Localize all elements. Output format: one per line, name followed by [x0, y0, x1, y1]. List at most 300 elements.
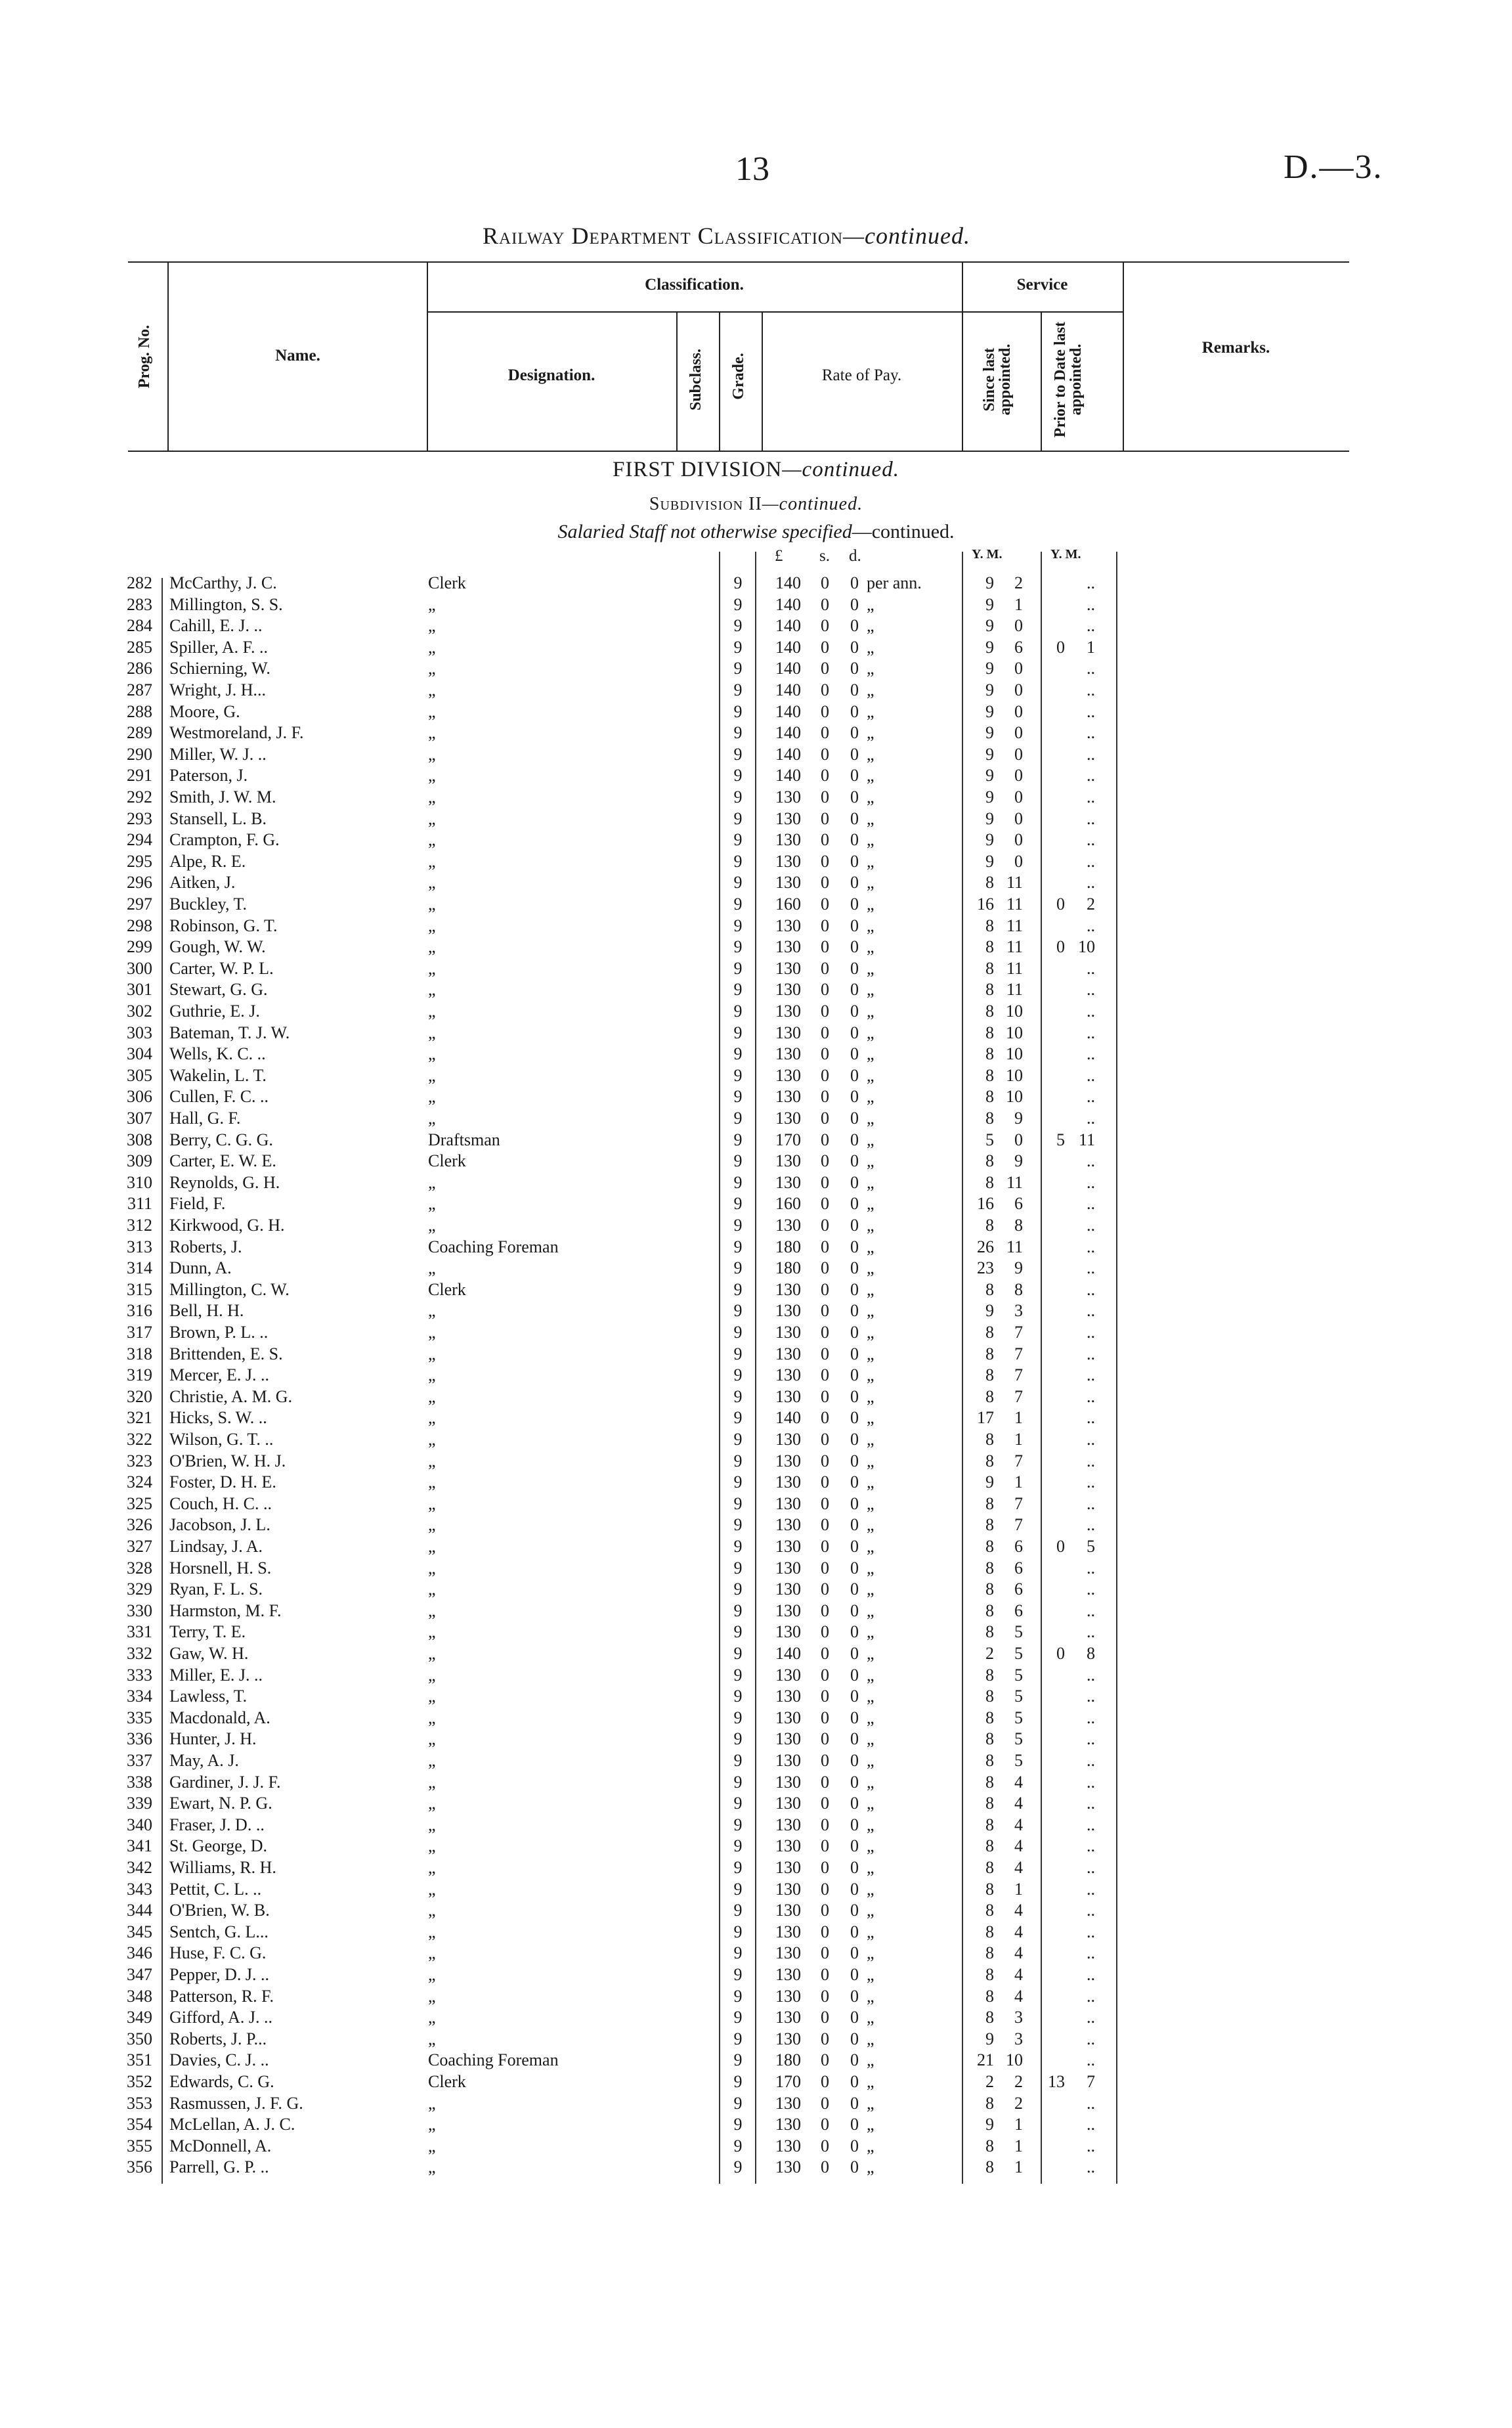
- since-months: 2: [1014, 573, 1023, 592]
- employee-name: Cullen, F. C. ..: [169, 1087, 269, 1107]
- pay-period: „: [867, 723, 875, 743]
- since-months: 6: [1014, 1600, 1023, 1620]
- staff-text: Salaried Staff not otherwise specified: [557, 521, 852, 542]
- since-months: 0: [1014, 680, 1023, 699]
- since-months: 4: [1014, 1836, 1023, 1856]
- since-months: 8: [1014, 1216, 1023, 1235]
- table-row: [0, 1023, 1512, 1044]
- prog-no: 298: [127, 916, 152, 935]
- since-years: 8: [985, 1708, 994, 1727]
- unit-prior-ym: Y. M.: [1050, 547, 1081, 562]
- employee-name: McCarthy, J. C.: [169, 573, 277, 592]
- since-months: 4: [1014, 1922, 1023, 1941]
- table-row: [0, 1215, 1512, 1237]
- pay-period: „: [867, 1815, 875, 1834]
- designation: „: [428, 916, 436, 935]
- grade: 9: [733, 637, 743, 657]
- prog-no: 304: [127, 1044, 152, 1064]
- employee-name: May, A. J.: [169, 1751, 239, 1770]
- prog-no: 287: [127, 680, 152, 699]
- employee-name: Field, F.: [169, 1194, 226, 1214]
- employee-name: O'Brien, W. B.: [169, 1901, 270, 1920]
- prog-no: 305: [127, 1065, 152, 1085]
- pay-period: „: [867, 851, 875, 871]
- prior-months: ..: [1087, 916, 1095, 935]
- since-months: 5: [1014, 1644, 1023, 1663]
- since-years: 2: [985, 1644, 994, 1663]
- grade: 9: [733, 1430, 743, 1449]
- employee-name: Huse, F. C. G.: [169, 1943, 267, 1963]
- employee-name: Cahill, E. J. ..: [169, 616, 263, 636]
- pay-shillings: 0: [821, 766, 829, 785]
- pay-period: „: [867, 2029, 875, 2048]
- since-months: 6: [1014, 637, 1023, 657]
- pay-shillings: 0: [821, 1130, 829, 1149]
- pay-pence: 0: [850, 1708, 859, 1727]
- pay-pounds: 130: [775, 1151, 801, 1171]
- pay-pence: 0: [850, 1622, 859, 1642]
- prior-months: ..: [1087, 1002, 1095, 1021]
- table-row: [0, 1065, 1512, 1087]
- prog-no: 341: [127, 1836, 152, 1856]
- prog-no: 354: [127, 2115, 152, 2134]
- pay-shillings: 0: [821, 659, 829, 678]
- pay-pounds: 130: [775, 1172, 801, 1192]
- prior-months: ..: [1087, 1430, 1095, 1449]
- pay-shillings: 0: [821, 594, 829, 614]
- since-years: 8: [985, 1879, 994, 1899]
- pay-pence: 0: [850, 958, 859, 978]
- employee-name: Gifford, A. J. ..: [169, 2008, 272, 2027]
- table-row: [0, 829, 1512, 851]
- table-row: [0, 1986, 1512, 2008]
- prog-no: 303: [127, 1023, 152, 1042]
- since-years: 9: [985, 1472, 994, 1492]
- table-row: [0, 1258, 1512, 1279]
- designation: „: [428, 1172, 436, 1192]
- prior-months: ..: [1087, 2115, 1095, 2134]
- pay-pence: 0: [850, 2115, 859, 2134]
- pay-pence: 0: [850, 1194, 859, 1214]
- pay-pounds: 130: [775, 851, 801, 871]
- employee-name: Fraser, J. D. ..: [169, 1815, 265, 1834]
- pay-pounds: 130: [775, 1365, 801, 1385]
- since-months: 5: [1014, 1665, 1023, 1685]
- pay-period: „: [867, 2072, 875, 2091]
- table-row: [0, 2114, 1512, 2136]
- table-row: [0, 1514, 1512, 1536]
- employee-name: Spiller, A. F. ..: [169, 637, 269, 657]
- pay-shillings: 0: [821, 1922, 829, 1941]
- pay-period: „: [867, 1836, 875, 1856]
- prog-no: 315: [127, 1279, 152, 1299]
- pay-pounds: 170: [775, 1130, 801, 1149]
- since-years: 8: [985, 958, 994, 978]
- employee-name: Gaw, W. H.: [169, 1644, 249, 1663]
- since-months: 1: [1014, 2115, 1023, 2134]
- employee-name: Roberts, J. P...: [169, 2029, 267, 2048]
- pay-shillings: 0: [821, 1002, 829, 1021]
- pay-pence: 0: [850, 1537, 859, 1556]
- grade: 9: [733, 680, 743, 699]
- prior-months: ..: [1087, 1151, 1095, 1171]
- pay-shillings: 0: [821, 2136, 829, 2155]
- pay-pence: 0: [850, 1879, 859, 1899]
- designation: „: [428, 1216, 436, 1235]
- pay-shillings: 0: [821, 1879, 829, 1899]
- prog-no: 300: [127, 958, 152, 978]
- prog-no: 316: [127, 1301, 152, 1321]
- since-years: 8: [985, 2136, 994, 2155]
- pay-pounds: 130: [775, 1087, 801, 1107]
- table-row: [0, 1429, 1512, 1451]
- pay-pence: 0: [850, 1687, 859, 1706]
- employee-name: Buckley, T.: [169, 894, 247, 914]
- prior-months: 10: [1078, 937, 1095, 957]
- pay-shillings: 0: [821, 916, 829, 935]
- designation: „: [428, 1537, 436, 1556]
- pay-pence: 0: [850, 1922, 859, 1941]
- prior-months: ..: [1087, 1772, 1095, 1792]
- prog-no: 293: [127, 808, 152, 828]
- since-months: 5: [1014, 1751, 1023, 1770]
- pay-shillings: 0: [821, 2093, 829, 2113]
- pay-period: „: [867, 1216, 875, 1235]
- designation: „: [428, 744, 436, 764]
- designation: „: [428, 808, 436, 828]
- table-row: [0, 1193, 1512, 1215]
- since-years: 9: [985, 573, 994, 592]
- pay-period: „: [867, 2093, 875, 2113]
- prog-no: 285: [127, 637, 152, 657]
- pay-period: „: [867, 1794, 875, 1813]
- pay-period: „: [867, 980, 875, 1000]
- pay-period: „: [867, 1279, 875, 1299]
- division-suffix: —continued.: [782, 458, 899, 481]
- pay-period: „: [867, 659, 875, 678]
- prior-months: ..: [1087, 1386, 1095, 1406]
- designation: „: [428, 701, 436, 721]
- pay-pounds: 130: [775, 2136, 801, 2155]
- since-years: 8: [985, 1002, 994, 1021]
- designation: Coaching Foreman: [428, 2050, 559, 2070]
- since-months: 4: [1014, 1815, 1023, 1834]
- table-row: [0, 1857, 1512, 1879]
- pay-pounds: 170: [775, 2072, 801, 2091]
- employee-name: Wilson, G. T. ..: [169, 1430, 274, 1449]
- prior-months: ..: [1087, 851, 1095, 871]
- prog-no: 296: [127, 873, 152, 893]
- prog-no: 321: [127, 1408, 152, 1428]
- grade: 9: [733, 1194, 743, 1214]
- since-years: 8: [985, 1023, 994, 1042]
- grade: 9: [733, 830, 743, 850]
- pay-pence: 0: [850, 1430, 859, 1449]
- prior-months: ..: [1087, 1344, 1095, 1363]
- header-rate-of-pay: Rate of Pay.: [821, 366, 902, 384]
- since-years: 21: [977, 2050, 994, 2070]
- designation: Coaching Foreman: [428, 1237, 559, 1256]
- since-months: 7: [1014, 1344, 1023, 1363]
- pay-shillings: 0: [821, 1901, 829, 1920]
- grade: 9: [733, 916, 743, 935]
- designation: Clerk: [428, 573, 466, 592]
- table-row: [0, 1943, 1512, 1964]
- prior-months: ..: [1087, 573, 1095, 592]
- designation: „: [428, 1772, 436, 1792]
- table-row: [0, 808, 1512, 830]
- since-months: 4: [1014, 1772, 1023, 1792]
- pay-pounds: 130: [775, 1109, 801, 1128]
- employee-name: St. George, D.: [169, 1836, 268, 1856]
- employee-name: Mercer, E. J. ..: [169, 1365, 270, 1385]
- prior-months: ..: [1087, 1493, 1095, 1513]
- since-years: 8: [985, 1451, 994, 1470]
- table-row: [0, 1536, 1512, 1558]
- employee-name: Paterson, J.: [169, 766, 248, 785]
- document-reference: D.—3.: [1284, 148, 1383, 186]
- since-months: 4: [1014, 1794, 1023, 1813]
- since-years: 8: [985, 1836, 994, 1856]
- designation: Clerk: [428, 2072, 466, 2091]
- since-months: 5: [1014, 1622, 1023, 1642]
- designation: „: [428, 1600, 436, 1620]
- pay-period: „: [867, 894, 875, 914]
- prior-months: ..: [1087, 1065, 1095, 1085]
- designation: „: [428, 1493, 436, 1513]
- prog-no: 283: [127, 594, 152, 614]
- grade: 9: [733, 1237, 743, 1256]
- prior-months: ..: [1087, 1922, 1095, 1941]
- pay-period: „: [867, 1109, 875, 1128]
- pay-pounds: 140: [775, 1644, 801, 1663]
- prog-no: 350: [127, 2029, 152, 2048]
- prior-months: ..: [1087, 1965, 1095, 1984]
- since-years: 8: [985, 916, 994, 935]
- pay-shillings: 0: [821, 787, 829, 806]
- grade: 9: [733, 1151, 743, 1171]
- pay-pounds: 130: [775, 916, 801, 935]
- header-grade: Grade.: [730, 353, 747, 400]
- prog-no: 310: [127, 1172, 152, 1192]
- grade: 9: [733, 1836, 743, 1856]
- since-years: 9: [985, 616, 994, 636]
- pay-shillings: 0: [821, 1258, 829, 1278]
- prog-no: 344: [127, 1901, 152, 1920]
- employee-name: Miller, W. J. ..: [169, 744, 267, 764]
- pay-shillings: 0: [821, 1729, 829, 1749]
- since-months: 6: [1014, 1537, 1023, 1556]
- pay-shillings: 0: [821, 851, 829, 871]
- pay-pence: 0: [850, 873, 859, 893]
- pay-pence: 0: [850, 1065, 859, 1085]
- subdivision-suffix: —continued.: [762, 494, 863, 514]
- since-months: 10: [1006, 2050, 1023, 2070]
- prior-months: ..: [1087, 1836, 1095, 1856]
- designation: „: [428, 1044, 436, 1064]
- designation: Draftsman: [428, 1130, 500, 1149]
- pay-pence: 0: [850, 1858, 859, 1877]
- employee-name: Guthrie, E. J.: [169, 1002, 260, 1021]
- pay-shillings: 0: [821, 958, 829, 978]
- grade: 9: [733, 2115, 743, 2134]
- table-row: [0, 1750, 1512, 1772]
- since-years: 8: [985, 1323, 994, 1342]
- table-row: [0, 1108, 1512, 1130]
- unit-shillings: s.: [819, 547, 830, 565]
- pay-pence: 0: [850, 1772, 859, 1792]
- employee-name: Lindsay, J. A.: [169, 1537, 263, 1556]
- employee-name: Gardiner, J. J. F.: [169, 1772, 281, 1792]
- prog-no: 324: [127, 1472, 152, 1492]
- pay-shillings: 0: [821, 1665, 829, 1685]
- title-suffix: —continued.: [843, 223, 970, 249]
- pay-pounds: 140: [775, 766, 801, 785]
- prior-months: 11: [1078, 1130, 1095, 1149]
- table-row: [0, 2050, 1512, 2071]
- grade: 9: [733, 808, 743, 828]
- pay-period: „: [867, 1515, 875, 1535]
- employee-name: Stewart, G. G.: [169, 980, 268, 1000]
- since-months: 2: [1014, 2072, 1023, 2091]
- since-years: 8: [985, 1622, 994, 1642]
- since-months: 10: [1006, 1044, 1023, 1064]
- grade: 9: [733, 1493, 743, 1513]
- table-row: [0, 680, 1512, 701]
- pay-pence: 0: [850, 1965, 859, 1984]
- employee-name: Aitken, J.: [169, 873, 236, 893]
- table-row: [0, 1708, 1512, 1729]
- employee-name: Hall, G. F.: [169, 1109, 241, 1128]
- prior-months: ..: [1087, 723, 1095, 743]
- designation: „: [428, 1794, 436, 1813]
- employee-name: Pettit, C. L. ..: [169, 1879, 262, 1899]
- pay-period: „: [867, 1472, 875, 1492]
- pay-pence: 0: [850, 1323, 859, 1342]
- table-row: [0, 2071, 1512, 2093]
- pay-pounds: 130: [775, 1600, 801, 1620]
- grade: 9: [733, 1301, 743, 1321]
- pay-shillings: 0: [821, 1109, 829, 1128]
- table-row: [0, 658, 1512, 680]
- grade: 9: [733, 1729, 743, 1749]
- subdivision-text: Subdivision II: [649, 494, 762, 514]
- table-row: [0, 1772, 1512, 1794]
- pay-shillings: 0: [821, 2050, 829, 2070]
- grade: 9: [733, 2093, 743, 2113]
- pay-period: „: [867, 1386, 875, 1406]
- pay-pence: 0: [850, 723, 859, 743]
- pay-shillings: 0: [821, 680, 829, 699]
- since-years: 8: [985, 980, 994, 1000]
- designation: „: [428, 723, 436, 743]
- designation: Clerk: [428, 1151, 466, 1171]
- employee-name: Reynolds, G. H.: [169, 1172, 280, 1192]
- grade: 9: [733, 766, 743, 785]
- designation: „: [428, 1558, 436, 1578]
- since-months: 6: [1014, 1579, 1023, 1599]
- pay-period: „: [867, 1943, 875, 1963]
- grade: 9: [733, 1708, 743, 1727]
- prog-no: 346: [127, 1943, 152, 1963]
- since-years: 26: [977, 1237, 994, 1256]
- prior-months: ..: [1087, 2093, 1095, 2113]
- grade: 9: [733, 1172, 743, 1192]
- pay-pounds: 130: [775, 2115, 801, 2134]
- table-row: [0, 1130, 1512, 1151]
- pay-period: „: [867, 937, 875, 957]
- pay-pence: 0: [850, 2050, 859, 2070]
- prior-months: ..: [1087, 1172, 1095, 1192]
- since-months: 2: [1014, 2093, 1023, 2113]
- employee-name: Macdonald, A.: [169, 1708, 270, 1727]
- pay-period: „: [867, 2115, 875, 2134]
- designation: „: [428, 616, 436, 636]
- since-months: 0: [1014, 787, 1023, 806]
- since-months: 10: [1006, 1023, 1023, 1042]
- grade: 9: [733, 1794, 743, 1813]
- pay-pounds: 130: [775, 1493, 801, 1513]
- since-months: 11: [1006, 873, 1023, 893]
- employee-name: Brown, P. L. ..: [169, 1323, 269, 1342]
- pay-shillings: 0: [821, 1943, 829, 1963]
- since-years: 8: [985, 1986, 994, 2006]
- since-years: 8: [985, 1515, 994, 1535]
- table-row: [0, 937, 1512, 958]
- pay-period: „: [867, 1879, 875, 1899]
- table-row: [0, 958, 1512, 980]
- prog-no: 311: [127, 1194, 152, 1214]
- prior-months: ..: [1087, 830, 1095, 850]
- prog-no: 333: [127, 1665, 152, 1685]
- pay-pence: 0: [850, 680, 859, 699]
- pay-shillings: 0: [821, 1687, 829, 1706]
- pay-pounds: 130: [775, 1044, 801, 1064]
- since-years: 8: [985, 1151, 994, 1171]
- unit-pounds: £: [775, 547, 783, 565]
- pay-period: „: [867, 1644, 875, 1663]
- pay-period: „: [867, 744, 875, 764]
- employee-name: Berry, C. G. G.: [169, 1130, 273, 1149]
- pay-pence: 0: [850, 1451, 859, 1470]
- employee-name: Harmston, M. F.: [169, 1600, 282, 1620]
- table-row: [0, 1815, 1512, 1836]
- prior-months: ..: [1087, 1600, 1095, 1620]
- pay-period: „: [867, 2008, 875, 2027]
- since-months: 5: [1014, 1729, 1023, 1749]
- grade: 9: [733, 1130, 743, 1149]
- table-row: [0, 1001, 1512, 1023]
- employee-name: Foster, D. H. E.: [169, 1472, 276, 1492]
- employee-name: Rasmussen, J. F. G.: [169, 2093, 303, 2113]
- pay-pence: 0: [850, 594, 859, 614]
- pay-period: „: [867, 1772, 875, 1792]
- pay-pence: 0: [850, 1344, 859, 1363]
- prior-months: ..: [1087, 1986, 1095, 2006]
- pay-shillings: 0: [821, 1386, 829, 1406]
- pay-shillings: 0: [821, 808, 829, 828]
- staff-suffix: —continued.: [852, 521, 955, 542]
- pay-period: „: [867, 680, 875, 699]
- grade: 9: [733, 1965, 743, 1984]
- designation: „: [428, 1323, 436, 1342]
- pay-pounds: 130: [775, 1901, 801, 1920]
- prog-no: 330: [127, 1600, 152, 1620]
- table-row: [0, 701, 1512, 723]
- since-months: 11: [1006, 958, 1023, 978]
- designation: „: [428, 1687, 436, 1706]
- table-row: [0, 1558, 1512, 1579]
